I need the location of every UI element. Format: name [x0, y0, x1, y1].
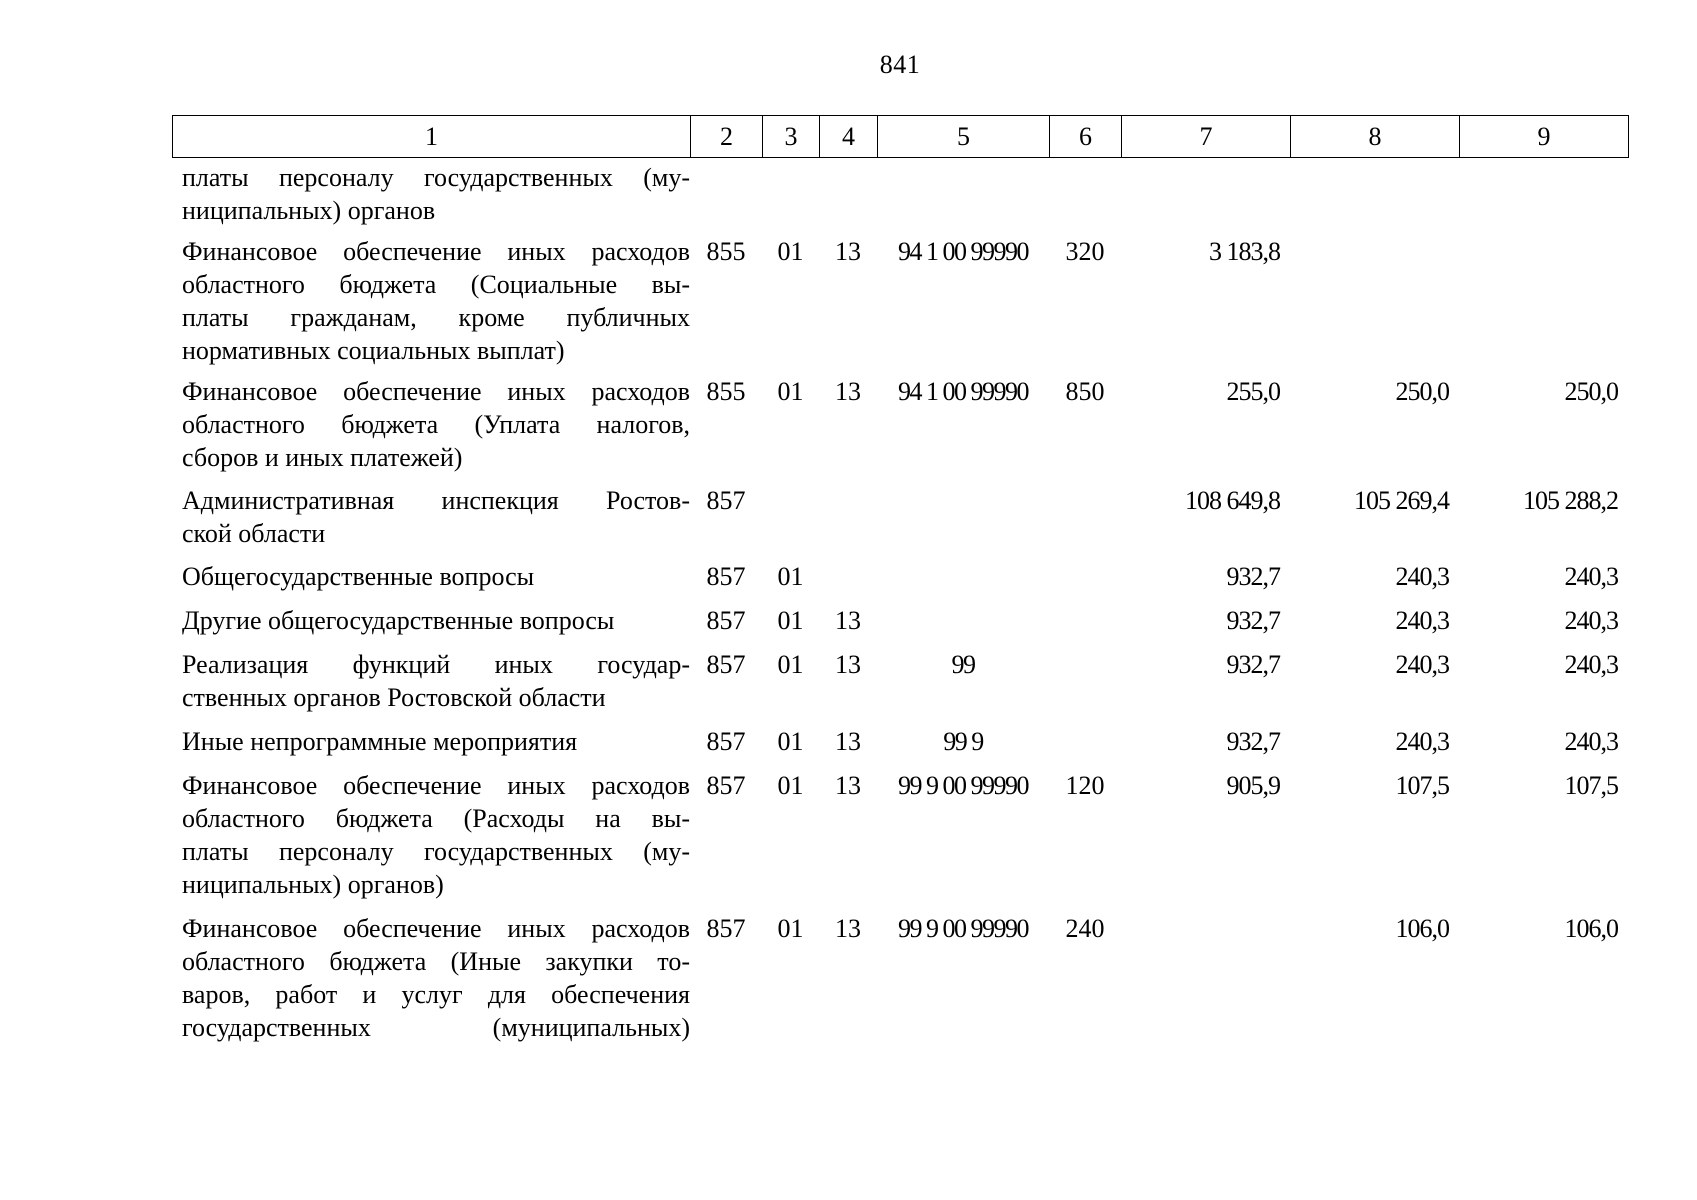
expense-type-code: 320 — [1065, 237, 1105, 266]
row-name-line: Реализация функций иных государ- — [182, 650, 690, 679]
row-name-line: сборов и иных платежей) — [182, 443, 463, 472]
row-name-line: государственных (муниципальных) — [182, 1013, 690, 1042]
amount-year-3 — [1459, 235, 1628, 367]
amount-year-1: 932,7 — [1226, 650, 1280, 679]
row-name — [172, 375, 690, 474]
subsection-code: 13 — [835, 650, 861, 679]
row-name-line: варов, работ и услуг для обеспечения — [182, 980, 690, 1009]
column-header-8: 8 — [1291, 116, 1460, 158]
expense-type-code — [1049, 560, 1121, 593]
section-code: 01 — [777, 377, 804, 406]
expense-type-code: 240 — [1065, 914, 1105, 943]
target-article-code: 99 9 00 99990 — [898, 914, 1028, 943]
amount-year-1: 932,7 — [1226, 727, 1280, 756]
amount-year-3: 107,5 — [1564, 771, 1618, 800]
target-article-code: 99 9 — [943, 727, 983, 756]
amount-year-2: 240,3 — [1395, 562, 1449, 591]
column-header-row — [173, 116, 1629, 158]
column-header-2: 2 — [691, 116, 763, 158]
amount-year-3: 105 288,2 — [1523, 486, 1618, 515]
amount-year-3: 240,3 — [1564, 650, 1618, 679]
target-article-code: 99 — [951, 650, 975, 679]
row-name-line: ской области — [182, 519, 326, 548]
column-header-6: 6 — [1050, 116, 1122, 158]
ministry-code: 857 — [706, 562, 746, 591]
ministry-code: 855 — [706, 237, 746, 266]
row-name — [172, 648, 690, 714]
table-body — [172, 161, 1638, 1044]
ministry-code: 857 — [706, 771, 746, 800]
amount-year-3: 240,3 — [1564, 727, 1618, 756]
amount-year-3: 250,0 — [1564, 377, 1618, 406]
amount-year-1 — [1121, 912, 1290, 1044]
target-article-code — [877, 484, 1049, 550]
row-name — [172, 604, 690, 637]
amount-year-1: 3 183,8 — [1209, 237, 1280, 266]
section-code: 01 — [777, 771, 804, 800]
subsection-code: 13 — [835, 727, 861, 756]
row-name — [172, 484, 690, 550]
row-name-line: областного бюджета (Расходы на вы- — [182, 804, 690, 833]
amount-year-3 — [1459, 161, 1628, 227]
ministry-code: 857 — [706, 914, 746, 943]
subsection-code: 13 — [835, 771, 861, 800]
target-article-code — [877, 161, 1049, 227]
table-row — [172, 375, 1638, 474]
amount-year-1: 932,7 — [1226, 606, 1280, 635]
target-article-code: 99 9 00 99990 — [898, 771, 1028, 800]
row-name-line: Административная инспекция Ростов- — [182, 486, 690, 515]
column-header-5: 5 — [878, 116, 1050, 158]
row-name-line: областного бюджета (Уплата налогов, — [182, 410, 690, 439]
row-name-line: областного бюджета (Иные закупки то- — [182, 947, 690, 976]
table-row — [172, 912, 1638, 1044]
target-article-code — [877, 560, 1049, 593]
amount-year-2: 240,3 — [1395, 727, 1449, 756]
row-name — [172, 912, 690, 1044]
ministry-code: 857 — [706, 606, 746, 635]
expense-type-code — [1049, 604, 1121, 637]
row-name-line: ниципальных) органов — [182, 196, 436, 225]
row-name-line: Другие общегосударственные вопросы — [182, 606, 615, 635]
column-header-1: 1 — [173, 116, 691, 158]
row-name-line: Финансовое обеспечение иных расходов — [182, 377, 690, 406]
ministry-code: 857 — [706, 650, 746, 679]
table-row — [172, 769, 1638, 901]
amount-year-2: 240,3 — [1395, 606, 1449, 635]
row-name-line: Иные непрограммные мероприятия — [182, 727, 578, 756]
column-header-3: 3 — [763, 116, 820, 158]
page-number: 841 — [879, 50, 921, 79]
amount-year-2 — [1290, 235, 1459, 367]
row-name — [172, 769, 690, 901]
section-code — [762, 161, 819, 227]
subsection-code — [819, 161, 877, 227]
subsection-code: 13 — [835, 377, 861, 406]
expense-type-code — [1049, 161, 1121, 227]
subsection-code — [819, 484, 877, 550]
column-header-7: 7 — [1122, 116, 1291, 158]
ministry-code: 855 — [706, 377, 746, 406]
row-name-line: Финансовое обеспечение иных расходов — [182, 771, 690, 800]
amount-year-1: 905,9 — [1226, 771, 1280, 800]
expense-type-code — [1049, 725, 1121, 758]
column-header-9: 9 — [1460, 116, 1629, 158]
column-header-4: 4 — [820, 116, 878, 158]
row-name-line: Финансовое обеспечение иных расходов — [182, 914, 690, 943]
table-row — [172, 235, 1638, 367]
row-name-line: областного бюджета (Социальные вы- — [182, 270, 690, 299]
amount-year-2: 107,5 — [1395, 771, 1449, 800]
table-row — [172, 161, 1638, 227]
amount-year-1: 932,7 — [1226, 562, 1280, 591]
amount-year-3: 106,0 — [1564, 914, 1618, 943]
target-article-code: 94 1 00 99990 — [898, 237, 1028, 266]
expense-type-code — [1049, 648, 1121, 714]
target-article-code — [877, 604, 1049, 637]
column-header-table — [172, 115, 1629, 158]
amount-year-3: 240,3 — [1564, 562, 1618, 591]
expense-type-code: 850 — [1065, 377, 1105, 406]
row-name-line: платы персоналу государственных (му- — [182, 163, 690, 192]
amount-year-1 — [1121, 161, 1290, 227]
row-name-line: нормативных социальных выплат) — [182, 336, 565, 365]
amount-year-1: 108 649,8 — [1185, 486, 1280, 515]
row-name — [172, 161, 690, 227]
row-name-line: ниципальных) органов) — [182, 870, 444, 899]
subsection-code — [819, 560, 877, 593]
amount-year-2: 106,0 — [1395, 914, 1449, 943]
section-code: 01 — [777, 727, 804, 756]
target-article-code: 94 1 00 99990 — [898, 377, 1028, 406]
section-code: 01 — [777, 562, 804, 591]
expense-type-code — [1049, 484, 1121, 550]
amount-year-2: 250,0 — [1395, 377, 1449, 406]
subsection-code: 13 — [835, 914, 861, 943]
table-row — [172, 725, 1638, 758]
section-code: 01 — [777, 606, 804, 635]
row-name-line: платы гражданам, кроме публичных — [182, 303, 690, 332]
row-name-line: платы персоналу государственных (му- — [182, 837, 690, 866]
section-code: 01 — [777, 650, 804, 679]
section-code: 01 — [777, 237, 804, 266]
table-row — [172, 604, 1638, 637]
section-code: 01 — [777, 914, 804, 943]
row-name-line: Финансовое обеспечение иных расходов — [182, 237, 690, 266]
section-code — [762, 484, 819, 550]
amount-year-3: 240,3 — [1564, 606, 1618, 635]
row-name-line: Общегосударственные вопросы — [182, 562, 535, 591]
table-row — [172, 484, 1638, 550]
amount-year-2: 105 269,4 — [1354, 486, 1449, 515]
amount-year-2: 240,3 — [1395, 650, 1449, 679]
amount-year-2 — [1290, 161, 1459, 227]
subsection-code: 13 — [835, 606, 861, 635]
row-name — [172, 725, 690, 758]
subsection-code: 13 — [835, 237, 861, 266]
ministry-code — [690, 161, 762, 227]
expense-type-code: 120 — [1065, 771, 1105, 800]
ministry-code: 857 — [706, 486, 746, 515]
table-row — [172, 648, 1638, 714]
row-name-line: ственных органов Ростовской области — [182, 683, 606, 712]
row-name — [172, 235, 690, 367]
table-row — [172, 560, 1638, 593]
amount-year-1: 255,0 — [1226, 377, 1280, 406]
row-name — [172, 560, 690, 593]
ministry-code: 857 — [706, 727, 746, 756]
